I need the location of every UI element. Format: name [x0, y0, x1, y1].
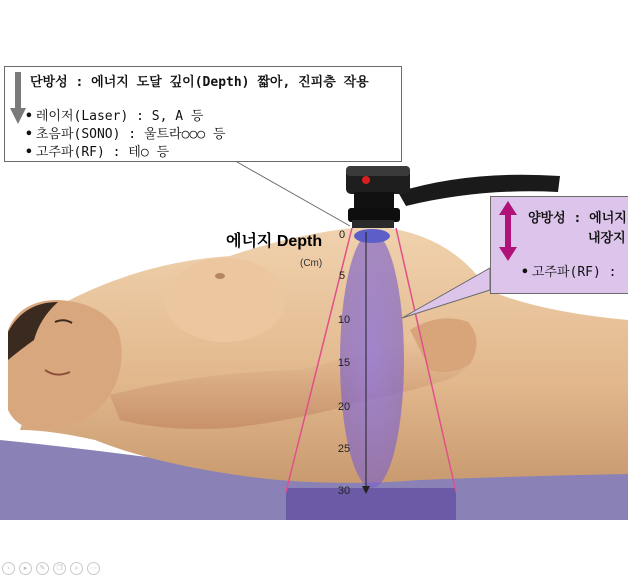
depth-tick-5: 5	[338, 270, 346, 282]
back-icon[interactable]: ‹	[2, 562, 15, 575]
device-indicator-light	[362, 176, 370, 184]
patient-chest	[165, 258, 285, 342]
depth-tick-30: 30	[337, 485, 351, 497]
unidirectional-item-laser: • 레이저(Laser) : S, A 등	[25, 109, 204, 124]
copy-icon[interactable]: ❐	[53, 562, 66, 575]
down-arrow-icon	[10, 72, 26, 124]
more-icon[interactable]: ⋯	[87, 562, 100, 575]
energy-depth-label: 에너지 Depth	[226, 233, 323, 250]
zoom-icon[interactable]: ⌕	[70, 562, 83, 575]
unidirectional-item-rf: • 고주파(RF) : 테○ 등	[25, 145, 170, 160]
depth-tick-0: 0	[338, 229, 346, 241]
bidirectional-item-rf: • 고주파(RF) :	[521, 265, 617, 280]
play-icon[interactable]: ▸	[19, 562, 32, 575]
edit-icon[interactable]: ✎	[36, 562, 49, 575]
depth-unit-label: (Cm)	[300, 258, 323, 269]
viewer-toolbar	[2, 562, 100, 576]
bidirectional-callout	[490, 196, 628, 294]
mattress-depth-band	[286, 488, 456, 520]
unidirectional-title: 단방성 : 에너지 도달 깊이(Depth) 짧아, 진피층 작용	[30, 75, 369, 90]
depth-tick-25: 25	[337, 443, 351, 455]
left-callout-pointer	[230, 158, 350, 226]
energy-surface-spot	[354, 229, 390, 243]
bidirectional-title-line2: 내장지	[588, 231, 626, 246]
patient-nipple	[215, 273, 225, 279]
depth-tick-10: 10	[337, 314, 351, 326]
depth-tick-15: 15	[337, 357, 351, 369]
unidirectional-item-sono: • 초음파(SONO) : 울트라○○○ 등	[25, 127, 226, 142]
up-down-arrow-icon	[499, 201, 517, 261]
bidirectional-title: 양방성 : 에너지	[528, 211, 627, 226]
unidirectional-callout	[4, 66, 402, 162]
depth-tick-20: 20	[337, 401, 351, 413]
